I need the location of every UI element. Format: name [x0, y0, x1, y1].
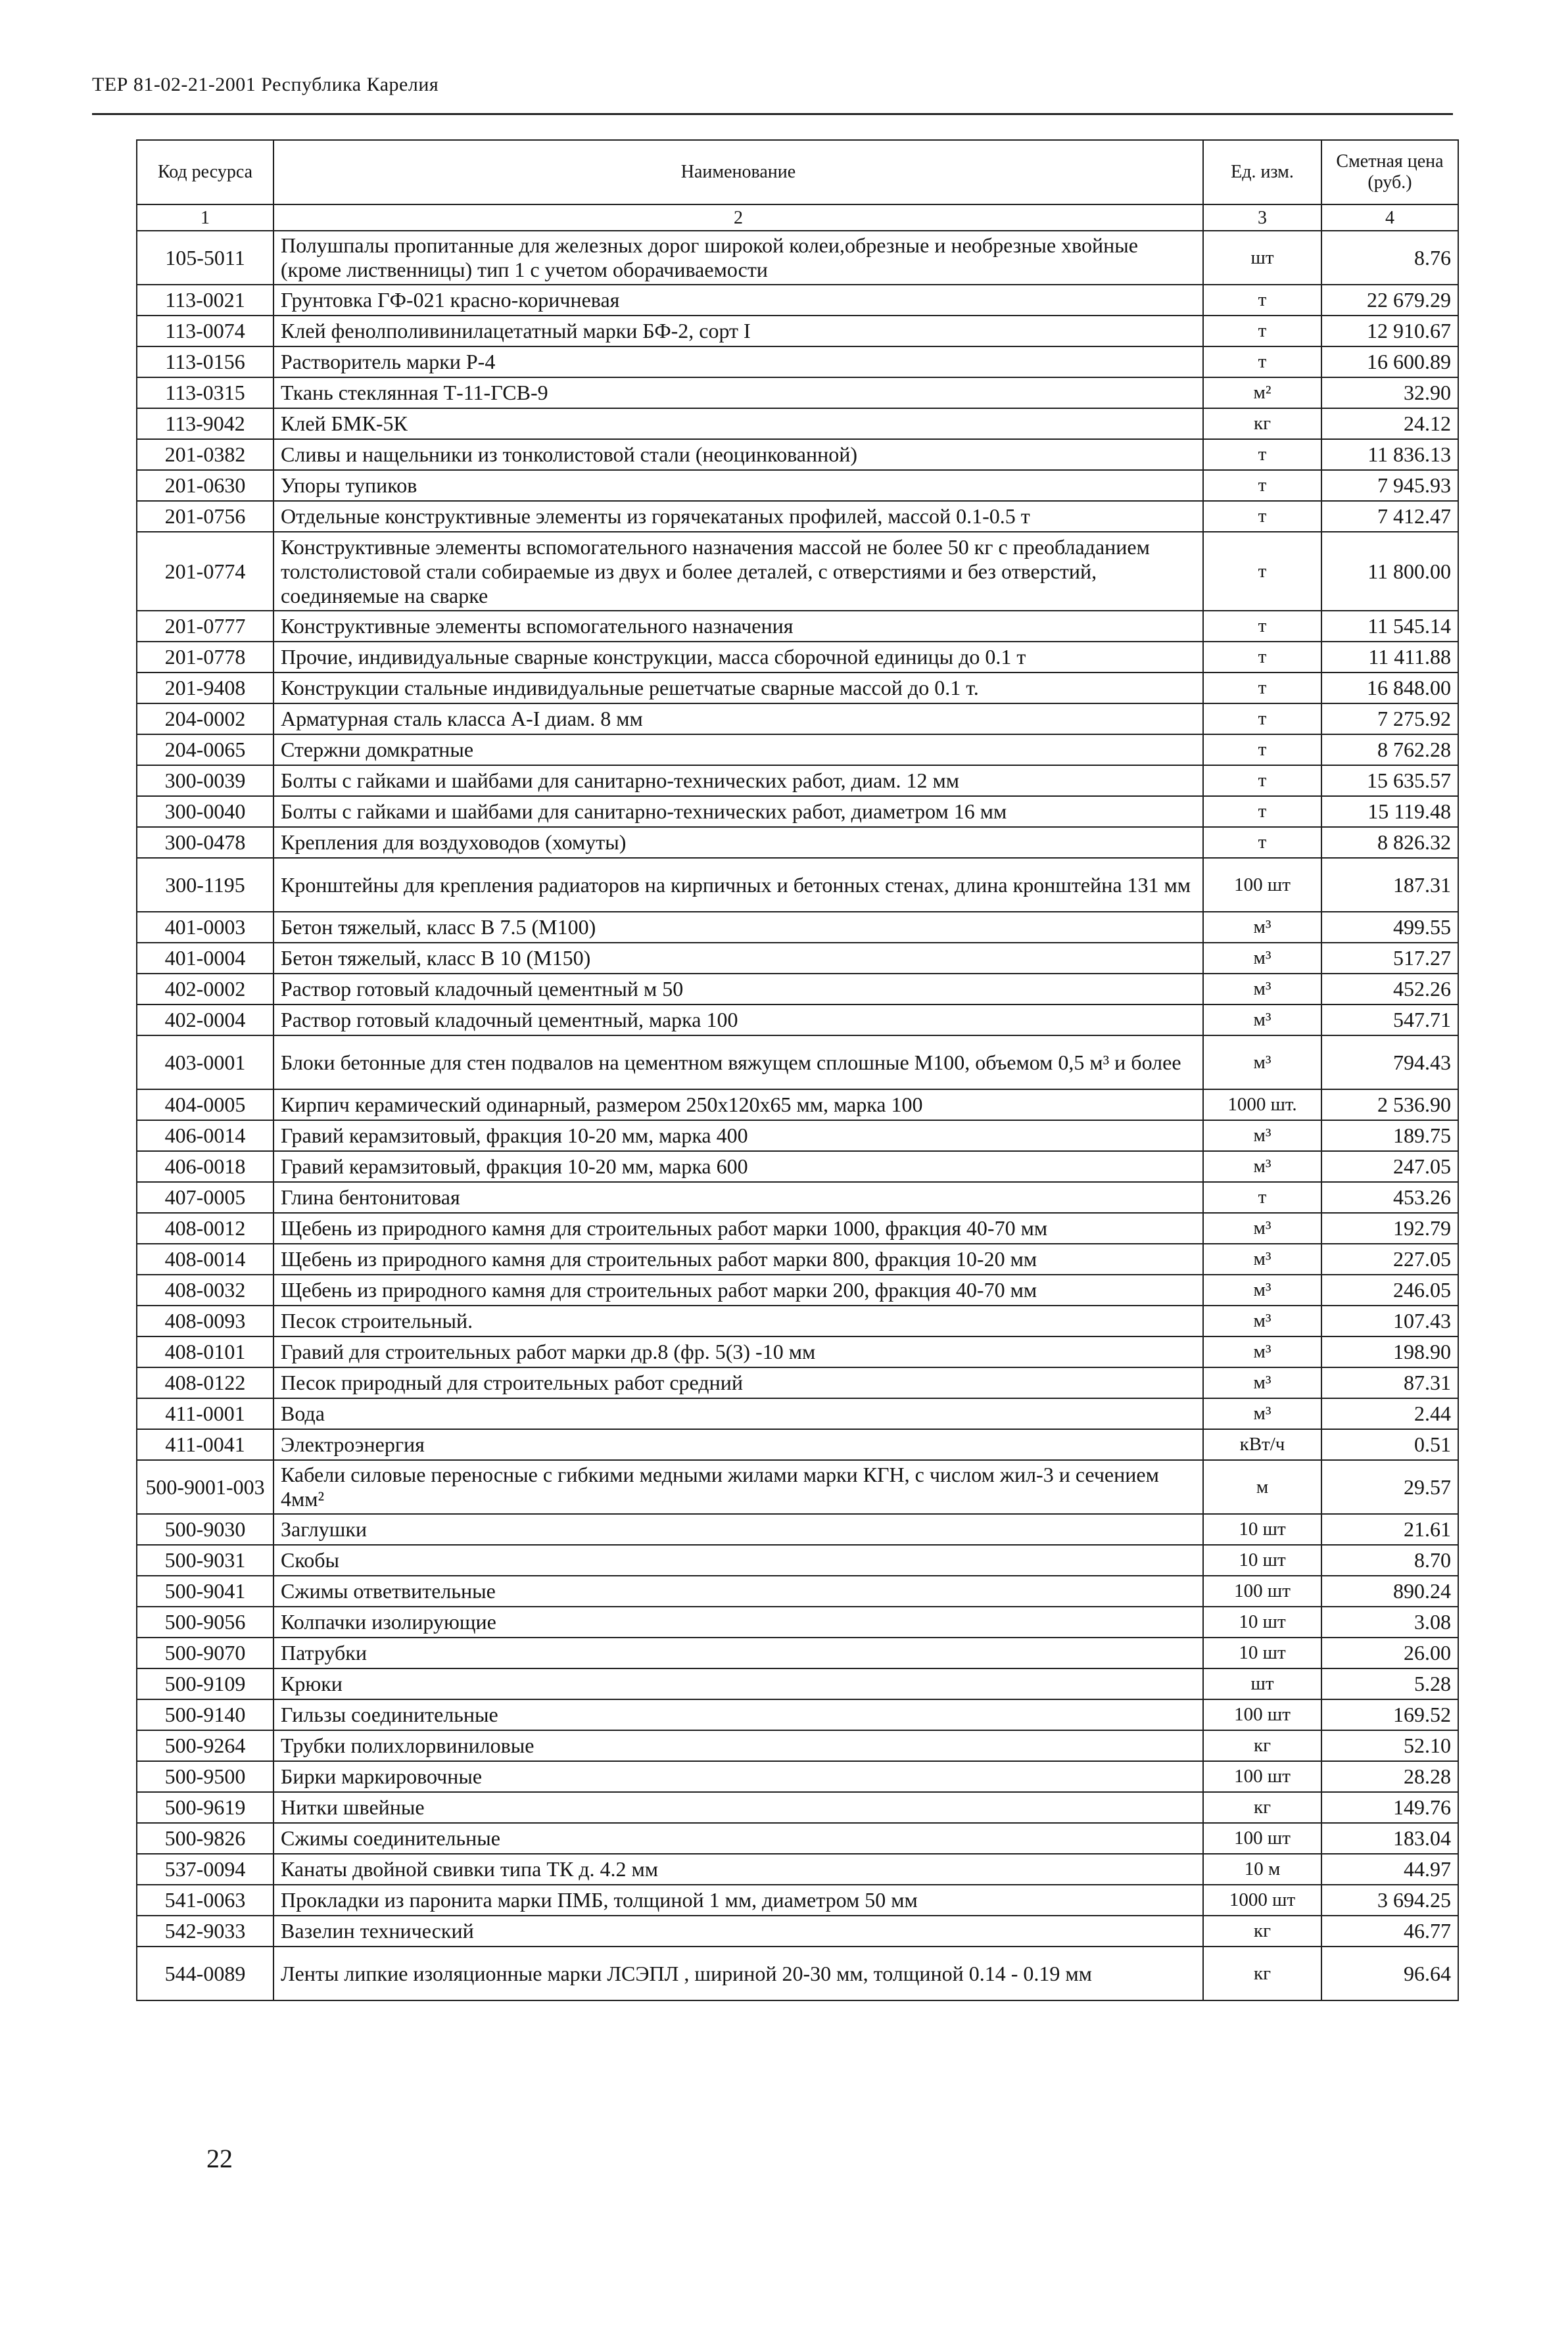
- column-number: 1: [137, 204, 273, 231]
- resource-name-cell: Глина бентонитовая: [273, 1182, 1203, 1213]
- column-number: 4: [1321, 204, 1458, 231]
- price-cell: 8 826.32: [1321, 827, 1458, 858]
- unit-cell: 10 шт: [1203, 1607, 1321, 1638]
- resource-name-cell: Сжимы ответвительные: [273, 1576, 1203, 1607]
- price-cell: 16 600.89: [1321, 346, 1458, 377]
- resource-code-cell: 500-9264: [137, 1730, 273, 1761]
- price-cell: 87.31: [1321, 1367, 1458, 1398]
- resource-name-cell: Сжимы соединительные: [273, 1823, 1203, 1854]
- column-header-name: Наименование: [273, 140, 1203, 204]
- price-cell: 547.71: [1321, 1004, 1458, 1035]
- price-cell: 21.61: [1321, 1514, 1458, 1545]
- resource-code-cell: 406-0018: [137, 1151, 273, 1182]
- price-cell: 15 119.48: [1321, 796, 1458, 827]
- price-cell: 8 762.28: [1321, 734, 1458, 765]
- price-cell: 149.76: [1321, 1792, 1458, 1823]
- price-cell: 246.05: [1321, 1275, 1458, 1306]
- price-cell: 8.76: [1321, 231, 1458, 285]
- table-row: [137, 827, 1458, 858]
- price-cell: 11 411.88: [1321, 642, 1458, 673]
- price-cell: 96.64: [1321, 1947, 1458, 2000]
- column-header-price: Сметная цена (руб.): [1321, 140, 1458, 204]
- price-cell: 0.51: [1321, 1429, 1458, 1460]
- price-cell: 7 412.47: [1321, 501, 1458, 532]
- price-cell: 227.05: [1321, 1244, 1458, 1275]
- resource-name-cell: Песок природный для строительных работ средний: [273, 1367, 1203, 1398]
- unit-cell: м³: [1203, 1275, 1321, 1306]
- price-cell: 192.79: [1321, 1213, 1458, 1244]
- table-row: [137, 470, 1458, 501]
- price-cell: 183.04: [1321, 1823, 1458, 1854]
- table-row: [137, 1545, 1458, 1576]
- resource-code-cell: 201-9408: [137, 673, 273, 703]
- table-row: [137, 1120, 1458, 1151]
- resource-name-cell: Арматурная сталь класса А-I диам. 8 мм: [273, 703, 1203, 734]
- column-header-unit: Ед. изм.: [1203, 140, 1321, 204]
- resource-name-cell: Болты с гайками и шайбами для санитарно-технических работ, диаметром 16 мм: [273, 796, 1203, 827]
- resource-code-cell: 500-9056: [137, 1607, 273, 1638]
- resource-name-cell: Прокладки из паронита марки ПМБ, толщиной 1 мм, диаметром 50 мм: [273, 1885, 1203, 1916]
- unit-cell: т: [1203, 673, 1321, 703]
- price-cell: 107.43: [1321, 1306, 1458, 1336]
- price-cell: 794.43: [1321, 1035, 1458, 1089]
- resource-name-cell: Полушпалы пропитанные для железных дорог широкой колеи,обрезные и необрезные хвойные (кроме лиственницы) тип 1 с учетом оборачиваемости: [273, 231, 1203, 285]
- unit-cell: кг: [1203, 1947, 1321, 2000]
- unit-cell: м³: [1203, 1035, 1321, 1089]
- table-row: [137, 1182, 1458, 1213]
- resource-name-cell: Щебень из природного камня для строительных работ марки 1000, фракция 40-70 мм: [273, 1213, 1203, 1244]
- unit-cell: кВт/ч: [1203, 1429, 1321, 1460]
- resource-code-cell: 537-0094: [137, 1854, 273, 1885]
- resource-name-cell: Упоры тупиков: [273, 470, 1203, 501]
- resource-code-cell: 500-9070: [137, 1638, 273, 1668]
- resource-name-cell: Бирки маркировочные: [273, 1761, 1203, 1792]
- price-cell: 2 536.90: [1321, 1089, 1458, 1120]
- table-row: [137, 765, 1458, 796]
- resource-name-cell: Электроэнергия: [273, 1429, 1203, 1460]
- price-cell: 452.26: [1321, 974, 1458, 1004]
- resource-code-cell: 404-0005: [137, 1089, 273, 1120]
- table-row: [137, 1004, 1458, 1035]
- price-cell: 44.97: [1321, 1854, 1458, 1885]
- price-cell: 24.12: [1321, 408, 1458, 439]
- unit-cell: т: [1203, 470, 1321, 501]
- price-cell: 16 848.00: [1321, 673, 1458, 703]
- price-cell: 52.10: [1321, 1730, 1458, 1761]
- resource-code-cell: 407-0005: [137, 1182, 273, 1213]
- resource-name-cell: Клей БМК-5К: [273, 408, 1203, 439]
- price-cell: 2.44: [1321, 1398, 1458, 1429]
- price-cell: 15 635.57: [1321, 765, 1458, 796]
- resource-code-cell: 500-9001-003: [137, 1460, 273, 1514]
- table-row: [137, 1460, 1458, 1514]
- resource-code-cell: 403-0001: [137, 1035, 273, 1089]
- unit-cell: м³: [1203, 1306, 1321, 1336]
- table-row: [137, 1035, 1458, 1089]
- resource-name-cell: Раствор готовый кладочный цементный м 50: [273, 974, 1203, 1004]
- unit-cell: т: [1203, 703, 1321, 734]
- resource-name-cell: Прочие, индивидуальные сварные конструкции, масса сборочной единицы до 0.1 т: [273, 642, 1203, 673]
- resource-code-cell: 542-9033: [137, 1916, 273, 1947]
- unit-cell: м²: [1203, 377, 1321, 408]
- unit-cell: м³: [1203, 1120, 1321, 1151]
- page-header: ТЕР 81-02-21-2001 Республика Карелия: [92, 74, 439, 95]
- unit-cell: м³: [1203, 1151, 1321, 1182]
- table-body: [137, 231, 1458, 2000]
- unit-cell: м³: [1203, 1213, 1321, 1244]
- unit-cell: 10 шт: [1203, 1545, 1321, 1576]
- resource-name-cell: Вода: [273, 1398, 1203, 1429]
- resource-name-cell: Щебень из природного камня для строительных работ марки 800, фракция 10-20 мм: [273, 1244, 1203, 1275]
- table-row: [137, 1885, 1458, 1916]
- resource-name-cell: Канаты двойной свивки типа ТК д. 4.2 мм: [273, 1854, 1203, 1885]
- unit-cell: кг: [1203, 1916, 1321, 1947]
- unit-cell: т: [1203, 827, 1321, 858]
- table-row: [137, 943, 1458, 974]
- unit-cell: 1000 шт.: [1203, 1089, 1321, 1120]
- table-row: [137, 316, 1458, 346]
- resource-code-cell: 544-0089: [137, 1947, 273, 2000]
- resource-code-cell: 500-9030: [137, 1514, 273, 1545]
- resource-code-cell: 401-0003: [137, 912, 273, 943]
- price-cell: 7 945.93: [1321, 470, 1458, 501]
- price-cell: 26.00: [1321, 1638, 1458, 1668]
- unit-cell: 1000 шт: [1203, 1885, 1321, 1916]
- unit-cell: т: [1203, 285, 1321, 316]
- resource-code-cell: 500-9619: [137, 1792, 273, 1823]
- price-cell: 453.26: [1321, 1182, 1458, 1213]
- table-row: [137, 439, 1458, 470]
- resource-code-cell: 300-0040: [137, 796, 273, 827]
- table-row: [137, 1514, 1458, 1545]
- table-row: [137, 501, 1458, 532]
- unit-cell: м³: [1203, 943, 1321, 974]
- resource-name-cell: Конструктивные элементы вспомогательного назначения массой не более 50 кг с преобладанием толстолистовой стали собираемые из двух и более деталей, с отверстиями и без отверстий, соединяемые на сварке: [273, 532, 1203, 611]
- resource-code-cell: 408-0101: [137, 1336, 273, 1367]
- table-row: [137, 1607, 1458, 1638]
- column-number-row: [137, 204, 1458, 231]
- resource-code-cell: 204-0002: [137, 703, 273, 734]
- unit-cell: 10 шт: [1203, 1638, 1321, 1668]
- resource-name-cell: Конструкции стальные индивидуальные решетчатые сварные массой до 0.1 т.: [273, 673, 1203, 703]
- price-cell: 12 910.67: [1321, 316, 1458, 346]
- resource-name-cell: Ткань стеклянная Т-11-ГСВ-9: [273, 377, 1203, 408]
- unit-cell: т: [1203, 796, 1321, 827]
- price-cell: 11 800.00: [1321, 532, 1458, 611]
- resource-name-cell: Гравий для строительных работ марки др.8 (фр. 5(3) -10 мм: [273, 1336, 1203, 1367]
- price-cell: 198.90: [1321, 1336, 1458, 1367]
- table-row: [137, 796, 1458, 827]
- resource-name-cell: Бетон тяжелый, класс В 7.5 (М100): [273, 912, 1203, 943]
- unit-cell: 100 шт: [1203, 1761, 1321, 1792]
- table-row: [137, 1306, 1458, 1336]
- table-row: [137, 703, 1458, 734]
- table-row: [137, 858, 1458, 912]
- table-row: [137, 642, 1458, 673]
- resource-name-cell: Песок строительный.: [273, 1306, 1203, 1336]
- resource-name-cell: Щебень из природного камня для строительных работ марки 200, фракция 40-70 мм: [273, 1275, 1203, 1306]
- price-cell: 890.24: [1321, 1576, 1458, 1607]
- table-row: [137, 912, 1458, 943]
- unit-cell: т: [1203, 734, 1321, 765]
- resource-price-table: [136, 139, 1458, 2001]
- resource-name-cell: Заглушки: [273, 1514, 1203, 1545]
- resource-code-cell: 113-0315: [137, 377, 273, 408]
- unit-cell: т: [1203, 765, 1321, 796]
- table-row: [137, 673, 1458, 703]
- price-cell: 3 694.25: [1321, 1885, 1458, 1916]
- resource-name-cell: Растворитель марки Р-4: [273, 346, 1203, 377]
- table-row: [137, 1699, 1458, 1730]
- table-row: [137, 1398, 1458, 1429]
- resource-code-cell: 500-9041: [137, 1576, 273, 1607]
- price-cell: 8.70: [1321, 1545, 1458, 1576]
- resource-code-cell: 408-0122: [137, 1367, 273, 1398]
- table-row: [137, 1244, 1458, 1275]
- price-cell: 46.77: [1321, 1916, 1458, 1947]
- resource-code-cell: 500-9140: [137, 1699, 273, 1730]
- resource-name-cell: Крепления для воздуховодов (хомуты): [273, 827, 1203, 858]
- unit-cell: т: [1203, 501, 1321, 532]
- price-cell: 32.90: [1321, 377, 1458, 408]
- resource-code-cell: 300-0478: [137, 827, 273, 858]
- unit-cell: 10 м: [1203, 1854, 1321, 1885]
- table-row: [137, 1213, 1458, 1244]
- table-row: [137, 1916, 1458, 1947]
- unit-cell: 100 шт: [1203, 1576, 1321, 1607]
- resource-code-cell: 113-0156: [137, 346, 273, 377]
- resource-name-cell: Гравий керамзитовый, фракция 10-20 мм, марка 400: [273, 1120, 1203, 1151]
- table-row: [137, 408, 1458, 439]
- resource-code-cell: 201-0778: [137, 642, 273, 673]
- header-rule: [92, 113, 1453, 115]
- resource-name-cell: Кронштейны для крепления радиаторов на кирпичных и бетонных стенах, длина кронштейна 131 мм: [273, 858, 1203, 912]
- unit-cell: т: [1203, 316, 1321, 346]
- resource-code-cell: 500-9109: [137, 1668, 273, 1699]
- price-cell: 22 679.29: [1321, 285, 1458, 316]
- price-cell: 3.08: [1321, 1607, 1458, 1638]
- price-cell: 11 836.13: [1321, 439, 1458, 470]
- price-cell: 5.28: [1321, 1668, 1458, 1699]
- resource-code-cell: 113-9042: [137, 408, 273, 439]
- unit-cell: 10 шт: [1203, 1514, 1321, 1545]
- unit-cell: т: [1203, 1182, 1321, 1213]
- resource-code-cell: 402-0004: [137, 1004, 273, 1035]
- resource-name-cell: Ленты липкие изоляционные марки ЛСЭПЛ , шириной 20-30 мм, толщиной 0.14 - 0.19 мм: [273, 1947, 1203, 2000]
- unit-cell: т: [1203, 439, 1321, 470]
- unit-cell: м: [1203, 1460, 1321, 1514]
- resource-code-cell: 402-0002: [137, 974, 273, 1004]
- table-row: [137, 1823, 1458, 1854]
- resource-code-cell: 406-0014: [137, 1120, 273, 1151]
- resource-name-cell: Клей фенолполивинилацетатный марки БФ-2, сорт I: [273, 316, 1203, 346]
- unit-cell: м³: [1203, 1367, 1321, 1398]
- resource-name-cell: Болты с гайками и шайбами для санитарно-технических работ, диам. 12 мм: [273, 765, 1203, 796]
- resource-code-cell: 300-1195: [137, 858, 273, 912]
- table-row: [137, 1429, 1458, 1460]
- table-row: [137, 1638, 1458, 1668]
- page-number: 22: [206, 2144, 233, 2173]
- resource-name-cell: Стержни домкратные: [273, 734, 1203, 765]
- price-cell: 517.27: [1321, 943, 1458, 974]
- resource-name-cell: Колпачки изолирующие: [273, 1607, 1203, 1638]
- unit-cell: т: [1203, 611, 1321, 642]
- resource-name-cell: Патрубки: [273, 1638, 1203, 1668]
- resource-name-cell: Блоки бетонные для стен подвалов на цементном вяжущем сплошные М100, объемом 0,5 м³ и более: [273, 1035, 1203, 1089]
- table-row: [137, 1730, 1458, 1761]
- resource-name-cell: Кирпич керамический одинарный, размером 250х120х65 мм, марка 100: [273, 1089, 1203, 1120]
- resource-name-cell: Гравий керамзитовый, фракция 10-20 мм, марка 600: [273, 1151, 1203, 1182]
- column-number: 3: [1203, 204, 1321, 231]
- resource-code-cell: 541-0063: [137, 1885, 273, 1916]
- resource-code-cell: 500-9826: [137, 1823, 273, 1854]
- resource-name-cell: Грунтовка ГФ-021 красно-коричневая: [273, 285, 1203, 316]
- unit-cell: м³: [1203, 1244, 1321, 1275]
- resource-name-cell: Бетон тяжелый, класс В 10 (М150): [273, 943, 1203, 974]
- table-row: [137, 231, 1458, 285]
- table-row: [137, 974, 1458, 1004]
- unit-cell: 100 шт: [1203, 1699, 1321, 1730]
- table-row: [137, 1947, 1458, 2000]
- unit-cell: м³: [1203, 912, 1321, 943]
- resource-code-cell: 113-0074: [137, 316, 273, 346]
- resource-code-cell: 408-0032: [137, 1275, 273, 1306]
- resource-code-cell: 408-0093: [137, 1306, 273, 1336]
- table-row: [137, 1668, 1458, 1699]
- resource-code-cell: 105-5011: [137, 231, 273, 285]
- resource-code-cell: 500-9031: [137, 1545, 273, 1576]
- price-cell: 169.52: [1321, 1699, 1458, 1730]
- column-number: 2: [273, 204, 1203, 231]
- table-header-row: [137, 140, 1458, 204]
- resource-name-cell: Нитки швейные: [273, 1792, 1203, 1823]
- resource-code-cell: 500-9500: [137, 1761, 273, 1792]
- resource-code-cell: 401-0004: [137, 943, 273, 974]
- table-row: [137, 1089, 1458, 1120]
- table-row: [137, 285, 1458, 316]
- unit-cell: кг: [1203, 1730, 1321, 1761]
- resource-code-cell: 201-0777: [137, 611, 273, 642]
- price-cell: 7 275.92: [1321, 703, 1458, 734]
- resource-name-cell: Крюки: [273, 1668, 1203, 1699]
- resource-code-cell: 204-0065: [137, 734, 273, 765]
- resource-code-cell: 201-0382: [137, 439, 273, 470]
- resource-code-cell: 411-0001: [137, 1398, 273, 1429]
- resource-code-cell: 201-0630: [137, 470, 273, 501]
- column-header-code: Код ресурса: [137, 140, 273, 204]
- table-row: [137, 1367, 1458, 1398]
- resource-name-cell: Скобы: [273, 1545, 1203, 1576]
- table-row: [137, 1761, 1458, 1792]
- resource-code-cell: 300-0039: [137, 765, 273, 796]
- unit-cell: шт: [1203, 1668, 1321, 1699]
- resource-code-cell: 408-0014: [137, 1244, 273, 1275]
- resource-code-cell: 408-0012: [137, 1213, 273, 1244]
- resource-name-cell: Сливы и нащельники из тонколистовой стали (неоцинкованной): [273, 439, 1203, 470]
- unit-cell: т: [1203, 346, 1321, 377]
- resource-name-cell: Трубки полихлорвиниловые: [273, 1730, 1203, 1761]
- resource-name-cell: Раствор готовый кладочный цементный, марка 100: [273, 1004, 1203, 1035]
- price-cell: 28.28: [1321, 1761, 1458, 1792]
- resource-code-cell: 411-0041: [137, 1429, 273, 1460]
- price-cell: 247.05: [1321, 1151, 1458, 1182]
- unit-cell: 100 шт: [1203, 1823, 1321, 1854]
- resource-code-cell: 201-0774: [137, 532, 273, 611]
- table-row: [137, 1854, 1458, 1885]
- unit-cell: м³: [1203, 1398, 1321, 1429]
- resource-code-cell: 113-0021: [137, 285, 273, 316]
- table-row: [137, 377, 1458, 408]
- table-row: [137, 346, 1458, 377]
- table-row: [137, 1151, 1458, 1182]
- resource-name-cell: Отдельные конструктивные элементы из горячекатаных профилей, массой 0.1-0.5 т: [273, 501, 1203, 532]
- table-row: [137, 1792, 1458, 1823]
- unit-cell: м³: [1203, 1004, 1321, 1035]
- resource-name-cell: Конструктивные элементы вспомогательного назначения: [273, 611, 1203, 642]
- table-row: [137, 611, 1458, 642]
- table-row: [137, 532, 1458, 611]
- price-cell: 187.31: [1321, 858, 1458, 912]
- table-row: [137, 1275, 1458, 1306]
- unit-cell: т: [1203, 532, 1321, 611]
- resource-name-cell: Вазелин технический: [273, 1916, 1203, 1947]
- price-cell: 189.75: [1321, 1120, 1458, 1151]
- unit-cell: 100 шт: [1203, 858, 1321, 912]
- unit-cell: м³: [1203, 1336, 1321, 1367]
- table-row: [137, 734, 1458, 765]
- unit-cell: м³: [1203, 974, 1321, 1004]
- resource-name-cell: Кабели силовые переносные с гибкими медными жилами марки КГН, с числом жил-3 и сечением 4мм²: [273, 1460, 1203, 1514]
- unit-cell: шт: [1203, 231, 1321, 285]
- table-row: [137, 1336, 1458, 1367]
- resource-code-cell: 201-0756: [137, 501, 273, 532]
- price-cell: 29.57: [1321, 1460, 1458, 1514]
- price-cell: 499.55: [1321, 912, 1458, 943]
- price-cell: 11 545.14: [1321, 611, 1458, 642]
- unit-cell: кг: [1203, 1792, 1321, 1823]
- table-row: [137, 1576, 1458, 1607]
- unit-cell: кг: [1203, 408, 1321, 439]
- resource-name-cell: Гильзы соединительные: [273, 1699, 1203, 1730]
- unit-cell: т: [1203, 642, 1321, 673]
